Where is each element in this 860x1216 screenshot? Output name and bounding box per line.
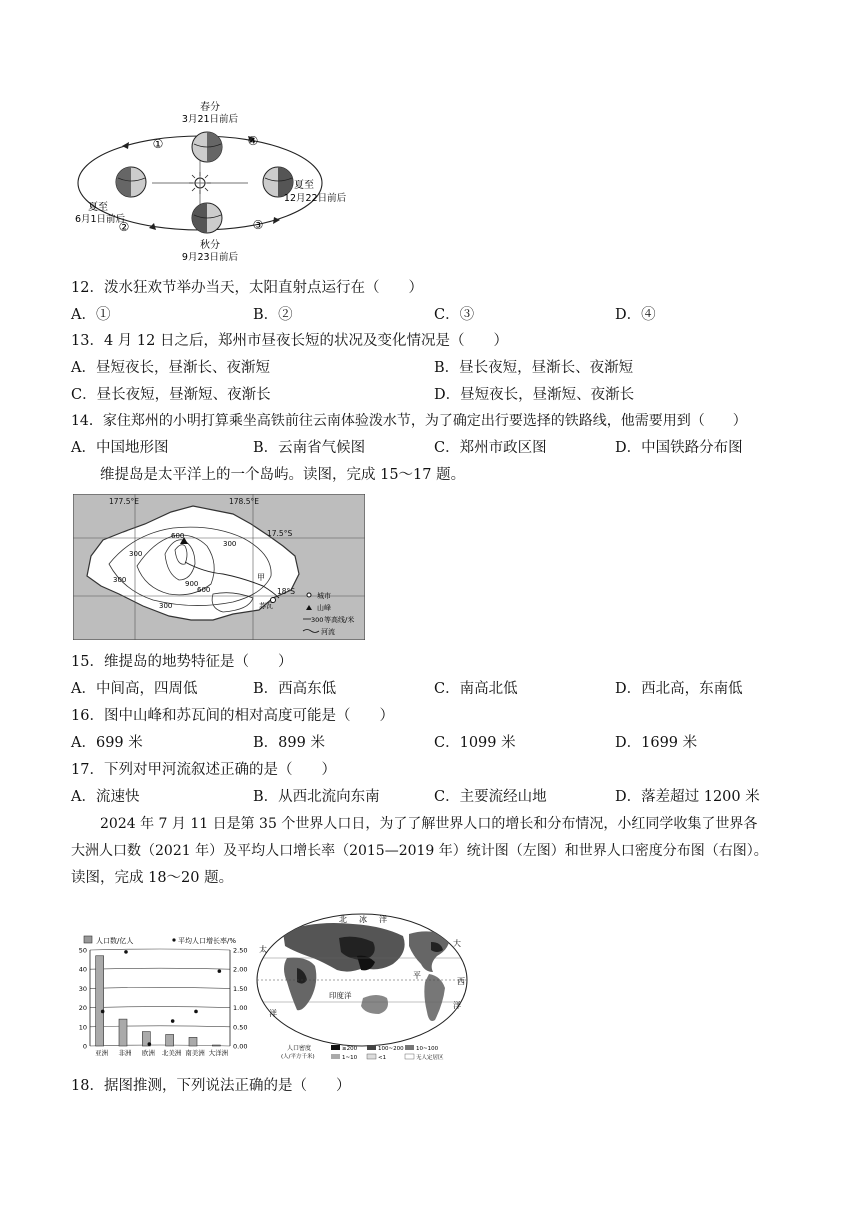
- legend-l4: 1~10: [342, 1055, 358, 1061]
- x-tick-label: 北美洲: [161, 1049, 182, 1057]
- legend-city: 城市: [317, 592, 331, 600]
- orbit-right: 夏至: [294, 180, 314, 191]
- bar: [212, 1045, 220, 1046]
- intro-15-17: 维提岛是太平洋上的一个岛屿。读图，完成 15～17 题。: [100, 467, 466, 483]
- y-tick-label: 0: [82, 1042, 87, 1051]
- legend-bar-label: 人口数/亿人: [96, 937, 134, 945]
- lat-label-2: 18°S: [277, 587, 296, 596]
- growth-point: [194, 1010, 198, 1014]
- grid-line: [90, 1026, 230, 1027]
- map-ice: 冰: [359, 915, 367, 924]
- earth-left: [116, 167, 146, 197]
- city-label: 苏瓦: [259, 602, 273, 610]
- contour-300-a: 300: [129, 550, 143, 558]
- growth-point: [101, 1010, 105, 1014]
- q16-stem: 16．图中山峰和苏瓦间的相对高度可能是（ ）: [71, 708, 394, 724]
- map-pacific-3: 洋: [269, 1009, 277, 1018]
- legend-river: 河流: [321, 628, 335, 636]
- earth-orbit-diagram: [70, 98, 360, 268]
- orbit-m2: ②: [118, 220, 130, 234]
- earth-bottom: [192, 203, 222, 233]
- orbit-right-date: 12月22日前后: [283, 193, 347, 204]
- intro-18-line-1: 2024 年 7 月 11 日是第 35 个世界人口日，为了了解世界人口的增长和分布情况，小红同学收集了世界各: [100, 816, 758, 832]
- orbit-autumn: 秋分: [200, 240, 220, 251]
- grid-line: [90, 968, 230, 969]
- q16-option-c[interactable]: C．1099 米: [434, 735, 516, 751]
- q15-stem: 15．维提岛的地势特征是（ ）: [71, 654, 293, 670]
- q12-option-a[interactable]: A．①: [71, 307, 111, 323]
- growth-point: [124, 950, 128, 954]
- map-big: 大: [453, 939, 461, 948]
- q16-option-b[interactable]: B．899 米: [253, 735, 325, 751]
- q13-option-c[interactable]: C．昼长夜短，昼渐短、夜渐长: [71, 387, 271, 403]
- y2-tick-label: 1.00: [233, 1004, 248, 1013]
- river-label: 甲: [257, 573, 265, 582]
- q12-stem: 12．泼水狂欢节举办当天，太阳直射点运行在（ ）: [71, 280, 423, 296]
- q15-option-b[interactable]: B．西高东低: [253, 681, 337, 697]
- q12-option-c[interactable]: C．③: [434, 307, 475, 323]
- q13-option-d[interactable]: D．昼短夜长，昼渐短、夜渐长: [434, 387, 635, 403]
- legend-dot-swatch: [172, 938, 175, 941]
- grid-line: [90, 1007, 230, 1008]
- x-tick-label: 亚洲: [95, 1049, 109, 1057]
- q15-option-d[interactable]: D．西北高，东南低: [615, 681, 743, 697]
- y-tick-label: 10: [78, 1023, 87, 1032]
- q17-option-d[interactable]: D．落差超过 1200 米: [615, 789, 760, 805]
- y-tick-label: 30: [78, 984, 87, 993]
- y-tick-label: 40: [78, 965, 87, 974]
- map-pacific-2: 平: [413, 971, 421, 980]
- contour-300-c: 300: [113, 576, 127, 584]
- map-india: 印度洋: [329, 991, 352, 1000]
- x-tick-label: 大洋洲: [208, 1049, 229, 1057]
- legend-unit: (人/平方千米): [281, 1054, 315, 1060]
- legend-bar-swatch: [84, 936, 92, 943]
- viti-island-map: [73, 494, 365, 640]
- q17-stem: 17．下列对甲河流叙述正确的是（ ）: [71, 762, 336, 778]
- growth-point: [171, 1019, 175, 1023]
- legend-l5: <1: [378, 1055, 387, 1061]
- earth-top: [192, 132, 222, 162]
- lon-label-2: 178.5°E: [229, 497, 259, 506]
- q18-stem: 18．据图推测，下列说法正确的是（ ）: [71, 1078, 351, 1094]
- x-tick-label: 非洲: [118, 1049, 132, 1057]
- intro-18-line-3: 读图，完成 18～20 题。: [71, 870, 234, 886]
- legend-contour: 等高线/米: [324, 616, 355, 624]
- orbit-m1: ①: [152, 137, 164, 151]
- q13-option-b[interactable]: B．昼长夜短，昼渐长、夜渐短: [434, 360, 634, 376]
- q13-stem: 13．4 月 12 日之后，郑州市昼夜长短的状况及变化情况是（ ）: [71, 333, 508, 349]
- bar: [96, 956, 104, 1046]
- q16-option-a[interactable]: A．699 米: [71, 735, 143, 751]
- orbit-left: 夏至: [88, 202, 108, 213]
- x-tick-label: 南美洲: [185, 1049, 205, 1057]
- y-tick-label: 20: [78, 1004, 87, 1013]
- q15-option-a[interactable]: A．中间高，四周低: [71, 681, 198, 697]
- y2-tick-label: 0.00: [233, 1042, 248, 1051]
- q14-option-b[interactable]: B．云南省气候图: [253, 440, 366, 456]
- orbit-m4: ④: [247, 134, 259, 148]
- contour-900: 900: [185, 580, 199, 588]
- bar: [189, 1037, 197, 1046]
- legend-l2: 100~200: [378, 1046, 404, 1052]
- y2-tick-label: 0.50: [233, 1023, 248, 1032]
- grid-line: [90, 1045, 230, 1046]
- legend-l3: 10~100: [416, 1046, 439, 1052]
- growth-point: [218, 969, 222, 973]
- q12-option-b[interactable]: B．②: [253, 307, 293, 323]
- q14-option-d[interactable]: D．中国铁路分布图: [615, 440, 743, 456]
- q17-option-b[interactable]: B．从西北流向东南: [253, 789, 380, 805]
- legend-title: 人口密度: [287, 1045, 312, 1052]
- contour-600-a: 600: [171, 532, 185, 540]
- legend-peak: 山峰: [317, 604, 331, 612]
- orbit-m3: ③: [252, 218, 264, 232]
- q16-option-d[interactable]: D．1699 米: [615, 735, 698, 751]
- grid-line: [90, 949, 230, 950]
- contour-300-b: 300: [223, 540, 237, 548]
- contour-300-d: 300: [159, 602, 173, 610]
- orbit-spring: 春分: [200, 102, 220, 113]
- q12-option-d[interactable]: D．④: [615, 307, 656, 323]
- legend-l6: 无人定居区: [416, 1055, 444, 1061]
- legend-contour-val: 300: [311, 616, 324, 624]
- map-ocean-n: 洋: [379, 915, 387, 924]
- y-tick-label: 50: [78, 946, 87, 955]
- orbit-left-date: 6月1日前后: [74, 214, 126, 225]
- lat-label-1: 17.5°S: [267, 529, 293, 538]
- bar: [119, 1019, 127, 1046]
- growth-point: [148, 1042, 152, 1046]
- contour-600-b: 600: [197, 586, 211, 594]
- map-pacific-1: 太: [259, 945, 267, 954]
- map-yang: 洋: [453, 1001, 461, 1010]
- lon-label-1: 177.5°E: [109, 497, 139, 506]
- q13-option-a[interactable]: A．昼短夜长，昼渐长、夜渐短: [71, 360, 270, 376]
- legend-l1: ≥200: [342, 1046, 358, 1052]
- orbit-autumn-date: 9月23日前后: [181, 252, 239, 263]
- q17-option-c[interactable]: C．主要流经山地: [434, 789, 547, 805]
- bar: [166, 1034, 174, 1046]
- y2-tick-label: 2.50: [233, 946, 248, 955]
- q17-option-a[interactable]: A．流速快: [71, 789, 140, 805]
- map-north: 北: [339, 915, 347, 924]
- q14-option-a[interactable]: A．中国地形图: [71, 440, 169, 456]
- population-chart: [72, 928, 254, 1064]
- world-density-map: [253, 912, 471, 1064]
- intro-18-line-2: 大洲人口数（2021 年）及平均人口增长率（2015—2019 年）统计图（左图）和世界人口密度分布图（右图）。: [71, 843, 768, 859]
- y2-tick-label: 1.50: [233, 984, 248, 993]
- y2-tick-label: 2.00: [233, 965, 248, 974]
- x-tick-label: 欧洲: [141, 1049, 155, 1057]
- grid-line: [90, 987, 230, 988]
- q14-option-c[interactable]: C．郑州市政区图: [434, 440, 547, 456]
- q14-stem: 14．家住郑州的小明打算乘坐高铁前往云南体验泼水节，为了确定出行要选择的铁路线，他需要用到（ ）: [71, 413, 747, 429]
- map-west: 西: [457, 977, 465, 986]
- orbit-spring-date: 3月21日前后: [181, 114, 239, 125]
- q15-option-c[interactable]: C．南高北低: [434, 681, 518, 697]
- legend-dot-label: 平均人口增长率/%: [178, 937, 237, 945]
